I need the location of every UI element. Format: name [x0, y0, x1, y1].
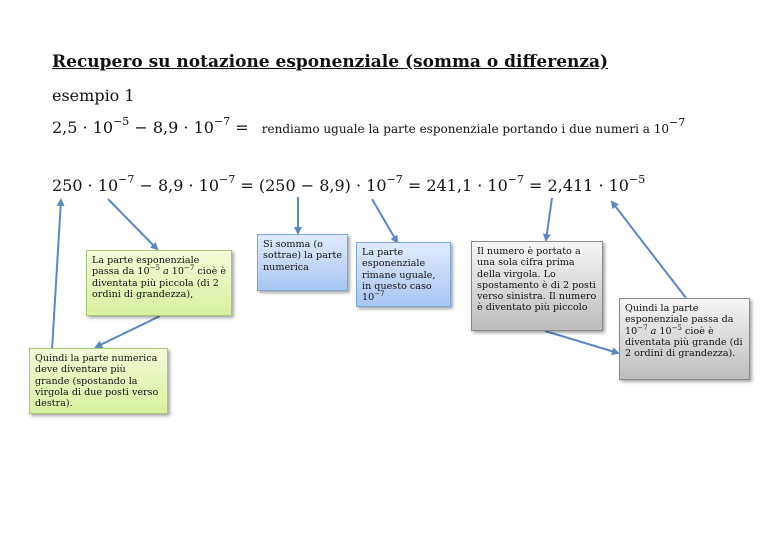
- arrow-numeric-to-250: [52, 200, 61, 350]
- arrow-exp-to-same-box: [372, 199, 397, 242]
- calc-term-1-exponent: −7: [118, 172, 135, 186]
- calc-result: 241,1: [426, 176, 473, 195]
- term-a-exponent: −5: [113, 114, 130, 128]
- term-a-mantissa: 2,5: [52, 118, 78, 137]
- arrow-exp-box-to-final-exp: [612, 202, 686, 298]
- example-label: esempio 1: [52, 86, 135, 105]
- callout-sum-numeric: Si somma (o sottrae) la parte numerica: [257, 234, 348, 291]
- arrow-single-box-to-exp-box: [545, 331, 618, 353]
- callout-single-digit: Il numero è portato a una sola cifra prima della virgola. Lo spostamento è di 2 posti verso sinistra. Il numero è diventato più piccolo: [471, 241, 603, 331]
- calc-group: (250 − 8,9): [258, 176, 351, 195]
- calc-term-2: 8,9: [157, 176, 184, 195]
- calc-result-exponent: −7: [507, 172, 524, 186]
- callout-numeric-increase: Quindi la parte numerica deve diventare più grande (spostando la virgola di due posti verso destra).: [29, 348, 168, 414]
- callout-exp-increase: Quindi la parte esponenziale passa da $10^{-7}$ a $10^{-5}$ cioè è diventata più grande (di 2 ordini di grandezza).: [619, 298, 750, 380]
- calc-final: 2,411: [547, 176, 594, 195]
- page-title: Recupero su notazione esponenziale (somma o differenza): [52, 52, 609, 72]
- callout-exp-same: La parte esponenziale rimane uguale, in questo caso $10^{-7}$: [356, 242, 451, 307]
- arrow-final-to-single-box: [546, 198, 552, 240]
- calc-term-2-exponent: −7: [219, 172, 236, 186]
- arrow-exp-to-box: [108, 199, 157, 249]
- arrow-box-to-numeric-box: [96, 316, 160, 347]
- calc-group-exponent: −7: [386, 172, 403, 186]
- expression-note: rendiamo uguale la parte esponenziale portando i due numeri a $10^{-7}$: [261, 116, 686, 136]
- expression-line: $2,5 \cdot 10^{-5} - 8,9 \cdot 10^{-7}$ = rendiamo uguale la parte esponenziale portando i due numeri a $10^{-7}$: [52, 114, 686, 137]
- callout-exp-decrease: La parte esponenziale passa da $10^{-5}$ a $10^{-7}$ cioè è diventata più piccola (di 2 ordini di grandezza),: [86, 250, 232, 316]
- calculation-line: $250 \cdot 10^{-7} - 8,9 \cdot 10^{-7} = (250 - 8,9) \cdot 10^{-7} = 241,1 \cdot 10^{-7} = 2,411 \cdot 10^{-5}$: [52, 172, 646, 195]
- term-b-exponent: −7: [213, 114, 231, 128]
- calc-final-exponent: −5: [628, 172, 646, 186]
- term-b-mantissa: 8,9: [152, 118, 179, 137]
- calc-term-1: 250: [52, 176, 83, 195]
- note-exponent: −7: [669, 116, 686, 129]
